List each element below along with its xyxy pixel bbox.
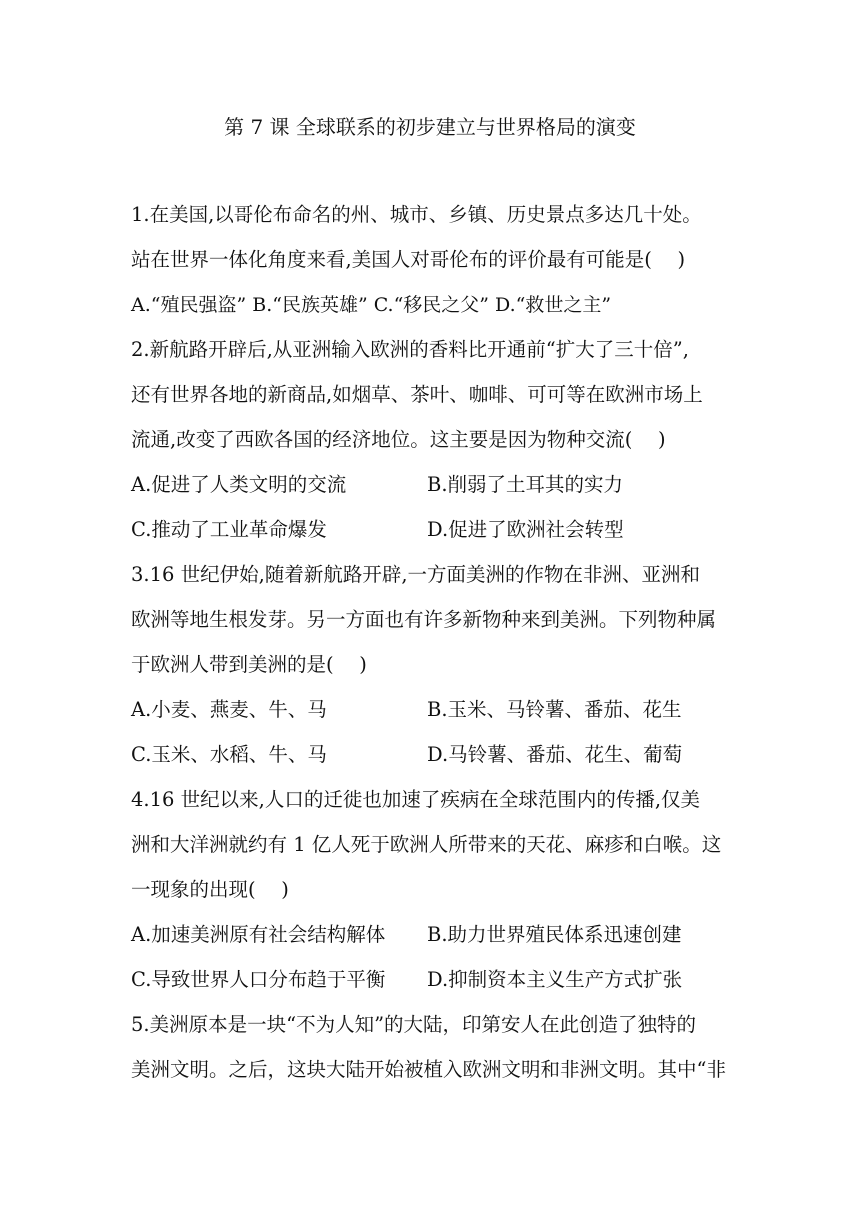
q4-option-b: B.助力世界殖民体系迅速创建 xyxy=(427,923,682,946)
q2-stem-line-2: 还有世界各地的新商品,如烟草、茶叶、咖啡、可可等在欧洲市场上 xyxy=(131,383,703,406)
q3-stem-line-2: 欧洲等地生根发芽。另一方面也有许多新物种来到美洲。下列物种属 xyxy=(131,608,717,631)
q2-option-d: D.促进了欧洲社会转型 xyxy=(427,518,624,541)
q3-option-b: B.玉米、马铃薯、番茄、花生 xyxy=(427,698,682,721)
q2-option-b: B.削弱了土耳其的实力 xyxy=(427,473,624,496)
q2-stem-line-3: 流通,改变了西欧各国的经济地位。这主要是因为物种交流( ) xyxy=(131,428,666,451)
q3-option-c: C.玉米、水稻、牛、马 xyxy=(131,743,327,766)
q2-option-c: C.推动了工业革命爆发 xyxy=(131,518,327,541)
q4-stem-line-1: 4.16 世纪以来,人口的迁徙也加速了疾病在全球范围内的传播,仅美 xyxy=(131,788,701,811)
q3-option-d: D.马铃薯、番茄、花生、葡萄 xyxy=(427,743,683,766)
q1-stem-line-1: 1.在美国,以哥伦布命名的州、城市、乡镇、历史景点多达几十处。 xyxy=(131,203,702,226)
lesson-title: 第 7 课 全球联系的初步建立与世界格局的演变 xyxy=(224,115,636,139)
q3-option-a: A.小麦、燕麦、牛、马 xyxy=(131,698,327,721)
q2-option-a: A.促进了人类文明的交流 xyxy=(131,473,347,496)
q4-option-c: C.导致世界人口分布趋于平衡 xyxy=(131,968,386,991)
q4-option-a: A.加速美洲原有社会结构解体 xyxy=(131,923,386,946)
q2-stem-line-1: 2.新航路开辟后,从亚洲输入欧洲的香料比开通前“扩大了三十倍”, xyxy=(131,338,689,361)
q1-options: A.“殖民强盗” B.“民族英雄” C.“移民之父” D.“救世之主” xyxy=(131,294,612,316)
q1-stem-line-2: 站在世界一体化角度来看,美国人对哥伦布的评价最有可能是( ) xyxy=(131,248,686,271)
q5-stem-line-1: 5.美洲原本是一块“不为人知”的大陆，印第安人在此创造了独特的 xyxy=(131,1013,697,1036)
q3-stem-line-1: 3.16 世纪伊始,随着新航路开辟,一方面美洲的作物在非洲、亚洲和 xyxy=(131,563,701,586)
q4-stem-line-3: 一现象的出现( ) xyxy=(131,878,289,901)
q4-stem-line-2: 洲和大洋洲就约有 1 亿人死于欧洲人所带来的天花、麻疹和白喉。这 xyxy=(131,833,722,856)
q3-stem-line-3: 于欧洲人带到美洲的是( ) xyxy=(131,653,367,676)
q5-stem-line-2: 美洲文明。之后，这块大陆开始被植入欧洲文明和非洲文明。其中“非 xyxy=(131,1058,726,1081)
q4-option-d: D.抑制资本主义生产方式扩张 xyxy=(427,968,683,991)
